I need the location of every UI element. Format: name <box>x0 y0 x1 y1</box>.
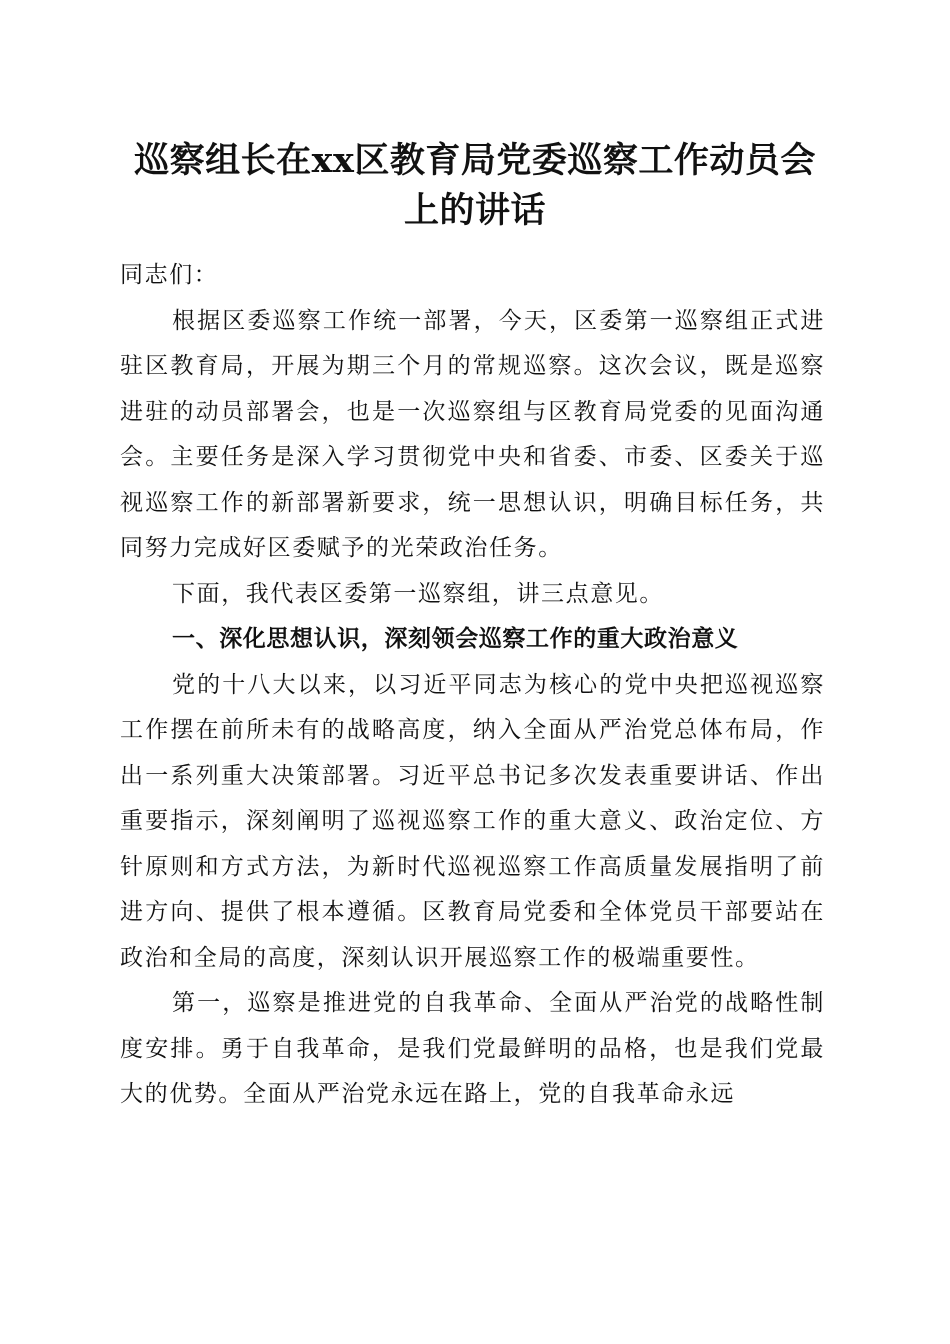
paragraph: 党的十八大以来，以习近平同志为核心的党中央把巡视巡察工作摆在前所未有的战略高度，纳入全面从严治党总体布局，作出一系列重大决策部署。习近平总书记多次发表重要讲话、作出重要指示，深刻阐明了巡视巡察工作的重大意义、政治定位、方针原则和方式方法，为新时代巡视巡察工作高质量发展指明了前进方向、提供了根本遵循。区教育局党委和全体党员干部要站在政治和全局的高度，深刻认识开展巡察工作的极端重要性。 <box>120 671 825 971</box>
paragraph: 下面，我代表区委第一巡察组，讲三点意见。 <box>172 580 664 607</box>
title-line-2: 上的讲话 <box>403 190 546 231</box>
paragraph: 根据区委巡察工作统一部署，今天，区委第一巡察组正式进驻区教育局，开展为期三个月的常规巡察。这次会议，既是巡察进驻的动员部署会，也是一次巡察组与区教育局党委的见面沟通会。主要任务是深入学习贯彻党中央和省委、市委、区委关于巡视巡察工作的新部署新要求，统一思想认识，明确目标任务，共同努力完成好区委赋予的光荣政治任务。 <box>120 307 825 561</box>
salutation: 同志们： <box>120 262 219 288</box>
title-line-1: 巡察组长在xx区教育局党委巡察工作动员会 <box>134 140 816 181</box>
section-heading: 一、深化思想认识，深刻领会巡察工作的重大政治意义 <box>172 626 739 652</box>
paragraph: 第一，巡察是推进党的自我革命、全面从严治党的战略性制度安排。勇于自我革命，是我们党最鲜明的品格，也是我们党最大的优势。全面从严治党永远在路上，党的自我革命永远 <box>120 990 825 1107</box>
document-title <box>100 136 850 236</box>
document-body <box>120 253 825 1118</box>
